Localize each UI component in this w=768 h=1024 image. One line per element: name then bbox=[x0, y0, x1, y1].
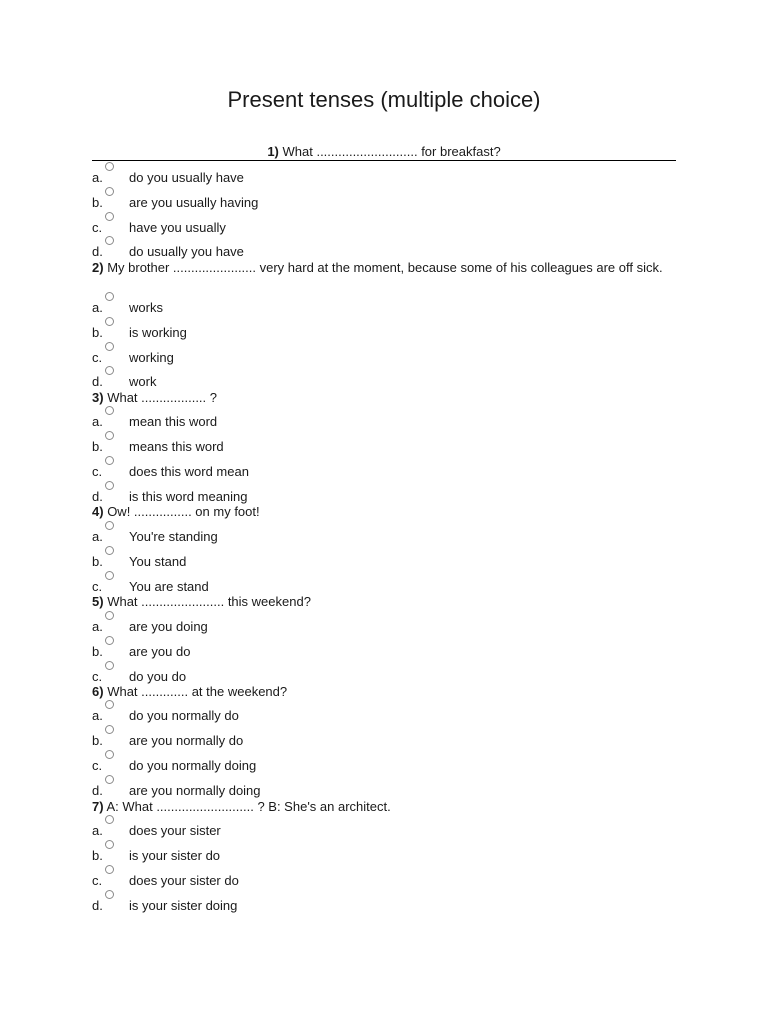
option-text: have you usually bbox=[129, 220, 226, 235]
radio-button-q6-a[interactable] bbox=[105, 700, 114, 709]
question-7 bbox=[92, 799, 672, 815]
option-letter: c. bbox=[92, 220, 103, 235]
question-number: 4) bbox=[92, 504, 104, 519]
option-text: is your sister doing bbox=[129, 898, 238, 913]
question-text: My brother ....................... very hard at the moment, because some of his colleagues are off sick. bbox=[107, 260, 663, 275]
option-letter: c. bbox=[92, 350, 103, 365]
radio-button-q6-b[interactable] bbox=[105, 725, 114, 734]
radio-button-q7-a[interactable] bbox=[105, 815, 114, 824]
option-letter: c. bbox=[92, 464, 103, 479]
option-text: works bbox=[129, 300, 163, 315]
option-text: are you normally doing bbox=[129, 783, 261, 798]
option-text: is working bbox=[129, 325, 187, 340]
option-letter: d. bbox=[92, 898, 103, 913]
question-text: Ow! ................ on my foot! bbox=[107, 504, 260, 519]
question-text: What ....................... this weekend? bbox=[107, 594, 311, 609]
question-number: 5) bbox=[92, 594, 104, 609]
option-letter: c. bbox=[92, 873, 103, 888]
option-text: are you normally do bbox=[129, 733, 244, 748]
option-letter: a. bbox=[92, 708, 103, 723]
radio-button-q4-b[interactable] bbox=[105, 546, 114, 555]
radio-button-q5-b[interactable] bbox=[105, 636, 114, 645]
option-text: do you usually have bbox=[129, 170, 244, 185]
radio-button-q6-d[interactable] bbox=[105, 775, 114, 784]
option-text: are you do bbox=[129, 644, 191, 659]
question-number: 3) bbox=[92, 390, 104, 405]
radio-button-q2-d[interactable] bbox=[105, 366, 114, 375]
radio-button-q2-c[interactable] bbox=[105, 342, 114, 351]
question-text: What ............................ for breakfast? bbox=[282, 144, 501, 159]
option-text: does this word mean bbox=[129, 464, 249, 479]
radio-button-q2-a[interactable] bbox=[105, 292, 114, 301]
option-letter: a. bbox=[92, 823, 103, 838]
option-letter: d. bbox=[92, 374, 103, 389]
option-letter: b. bbox=[92, 644, 103, 659]
radio-button-q3-a[interactable] bbox=[105, 406, 114, 415]
question-4 bbox=[92, 504, 672, 520]
radio-button-q5-a[interactable] bbox=[105, 611, 114, 620]
question-text: What .................. ? bbox=[107, 390, 217, 405]
radio-button-q5-c[interactable] bbox=[105, 661, 114, 670]
option-text: is your sister do bbox=[129, 848, 221, 863]
option-text: You are stand bbox=[129, 579, 209, 594]
option-text: do usually you have bbox=[129, 244, 244, 259]
question-number: 6) bbox=[92, 684, 104, 699]
option-letter: b. bbox=[92, 554, 103, 569]
radio-button-q3-b[interactable] bbox=[105, 431, 114, 440]
question-2 bbox=[92, 260, 672, 276]
option-letter: c. bbox=[92, 669, 103, 684]
radio-button-q7-c[interactable] bbox=[105, 865, 114, 874]
radio-button-q2-b[interactable] bbox=[105, 317, 114, 326]
option-letter: a. bbox=[92, 619, 103, 634]
option-text: is this word meaning bbox=[129, 489, 248, 504]
option-letter: d. bbox=[92, 244, 103, 259]
option-letter: d. bbox=[92, 489, 103, 504]
radio-button-q7-b[interactable] bbox=[105, 840, 114, 849]
question-text: What ............. at the weekend? bbox=[107, 684, 288, 699]
option-text: mean this word bbox=[129, 414, 218, 429]
option-text: working bbox=[129, 350, 174, 365]
option-letter: c. bbox=[92, 758, 103, 773]
option-letter: c. bbox=[92, 579, 103, 594]
option-text: do you do bbox=[129, 669, 187, 684]
question-number: 2) bbox=[92, 260, 104, 275]
question-text: A: What ........................... ? B: She's an architect. bbox=[106, 799, 391, 814]
option-letter: a. bbox=[92, 170, 103, 185]
option-text: work bbox=[129, 374, 157, 389]
header-divider bbox=[92, 160, 676, 161]
option-text: are you usually having bbox=[129, 195, 259, 210]
question-number: 7) bbox=[92, 799, 104, 814]
option-text: are you doing bbox=[129, 619, 208, 634]
option-text: does your sister bbox=[129, 823, 221, 838]
option-letter: b. bbox=[92, 325, 103, 340]
radio-button-q3-d[interactable] bbox=[105, 481, 114, 490]
radio-button-q1-a[interactable] bbox=[105, 162, 114, 171]
question-3 bbox=[92, 390, 672, 406]
question-6 bbox=[92, 684, 672, 700]
option-text: You stand bbox=[129, 554, 187, 569]
option-letter: b. bbox=[92, 195, 103, 210]
option-letter: a. bbox=[92, 300, 103, 315]
radio-button-q1-d[interactable] bbox=[105, 236, 114, 245]
radio-button-q3-c[interactable] bbox=[105, 456, 114, 465]
option-letter: b. bbox=[92, 848, 103, 863]
option-text: do you normally doing bbox=[129, 758, 257, 773]
question-1 bbox=[92, 143, 676, 160]
radio-button-q4-a[interactable] bbox=[105, 521, 114, 530]
option-text: means this word bbox=[129, 439, 224, 454]
radio-button-q4-c[interactable] bbox=[105, 571, 114, 580]
radio-button-q1-b[interactable] bbox=[105, 187, 114, 196]
option-letter: b. bbox=[92, 733, 103, 748]
option-letter: a. bbox=[92, 414, 103, 429]
option-letter: a. bbox=[92, 529, 103, 544]
radio-button-q6-c[interactable] bbox=[105, 750, 114, 759]
question-number: 1) bbox=[267, 144, 279, 159]
question-5 bbox=[92, 594, 672, 610]
page-title: Present tenses (multiple choice) bbox=[227, 87, 541, 112]
option-letter: b. bbox=[92, 439, 103, 454]
option-text: You're standing bbox=[129, 529, 218, 544]
option-letter: d. bbox=[92, 783, 103, 798]
radio-button-q1-c[interactable] bbox=[105, 212, 114, 221]
option-text: do you normally do bbox=[129, 708, 239, 723]
radio-button-q7-d[interactable] bbox=[105, 890, 114, 899]
option-text: does your sister do bbox=[129, 873, 239, 888]
